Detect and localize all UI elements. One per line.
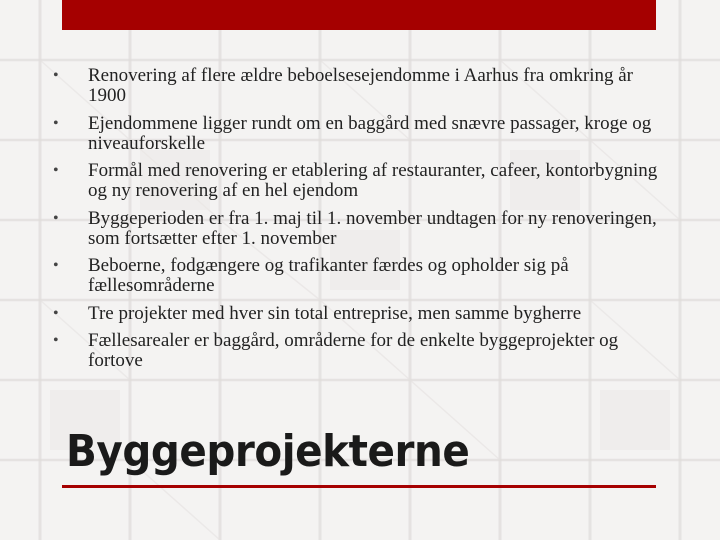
bullet-text: Renovering af flere ældre beboelsesejendomme i Aarhus fra omkring år 1900	[88, 65, 634, 106]
bullet-text: Beboerne, fodgængere og trafikanter færdes og opholder sig på fællesområderne	[88, 255, 569, 296]
bullet-item	[52, 66, 662, 106]
bullet-marker: •	[53, 332, 59, 349]
bullet-list	[52, 66, 662, 379]
bullet-marker: •	[53, 114, 59, 132]
bullet-text: Byggeperioden er fra 1. maj til 1. november undtagen for ny renoveringen, som fortsætter efter 1. november	[88, 207, 657, 249]
bullet-item	[52, 304, 662, 324]
bullet-item	[52, 256, 662, 296]
bullet-item	[52, 161, 662, 201]
bullet-item	[52, 114, 662, 154]
bullet-marker: •	[53, 209, 59, 227]
bullet-marker: •	[53, 162, 59, 179]
bullet-marker: •	[53, 67, 59, 84]
bullet-item	[52, 331, 662, 371]
bullet-text: Fællesarealer er baggård, områderne for de enkelte byggeprojekter og fortove	[88, 330, 619, 371]
slide-title: Byggeprojekterne	[66, 426, 470, 477]
title-underline	[62, 485, 656, 488]
top-accent-bar	[62, 0, 656, 30]
bullet-item	[52, 209, 662, 249]
bullet-text: Formål med renovering er etablering af restauranter, cafeer, kontorbygning og ny renovering af en hel ejendom	[88, 160, 658, 201]
bullet-text: Tre projekter med hver sin total entreprise, men samme bygherre	[88, 302, 582, 324]
bullet-marker: •	[53, 257, 59, 274]
bullet-marker: •	[53, 304, 59, 322]
bullet-text: Ejendommene ligger rundt om en baggård med snævre passager, kroge og niveauforskelle	[88, 112, 652, 154]
